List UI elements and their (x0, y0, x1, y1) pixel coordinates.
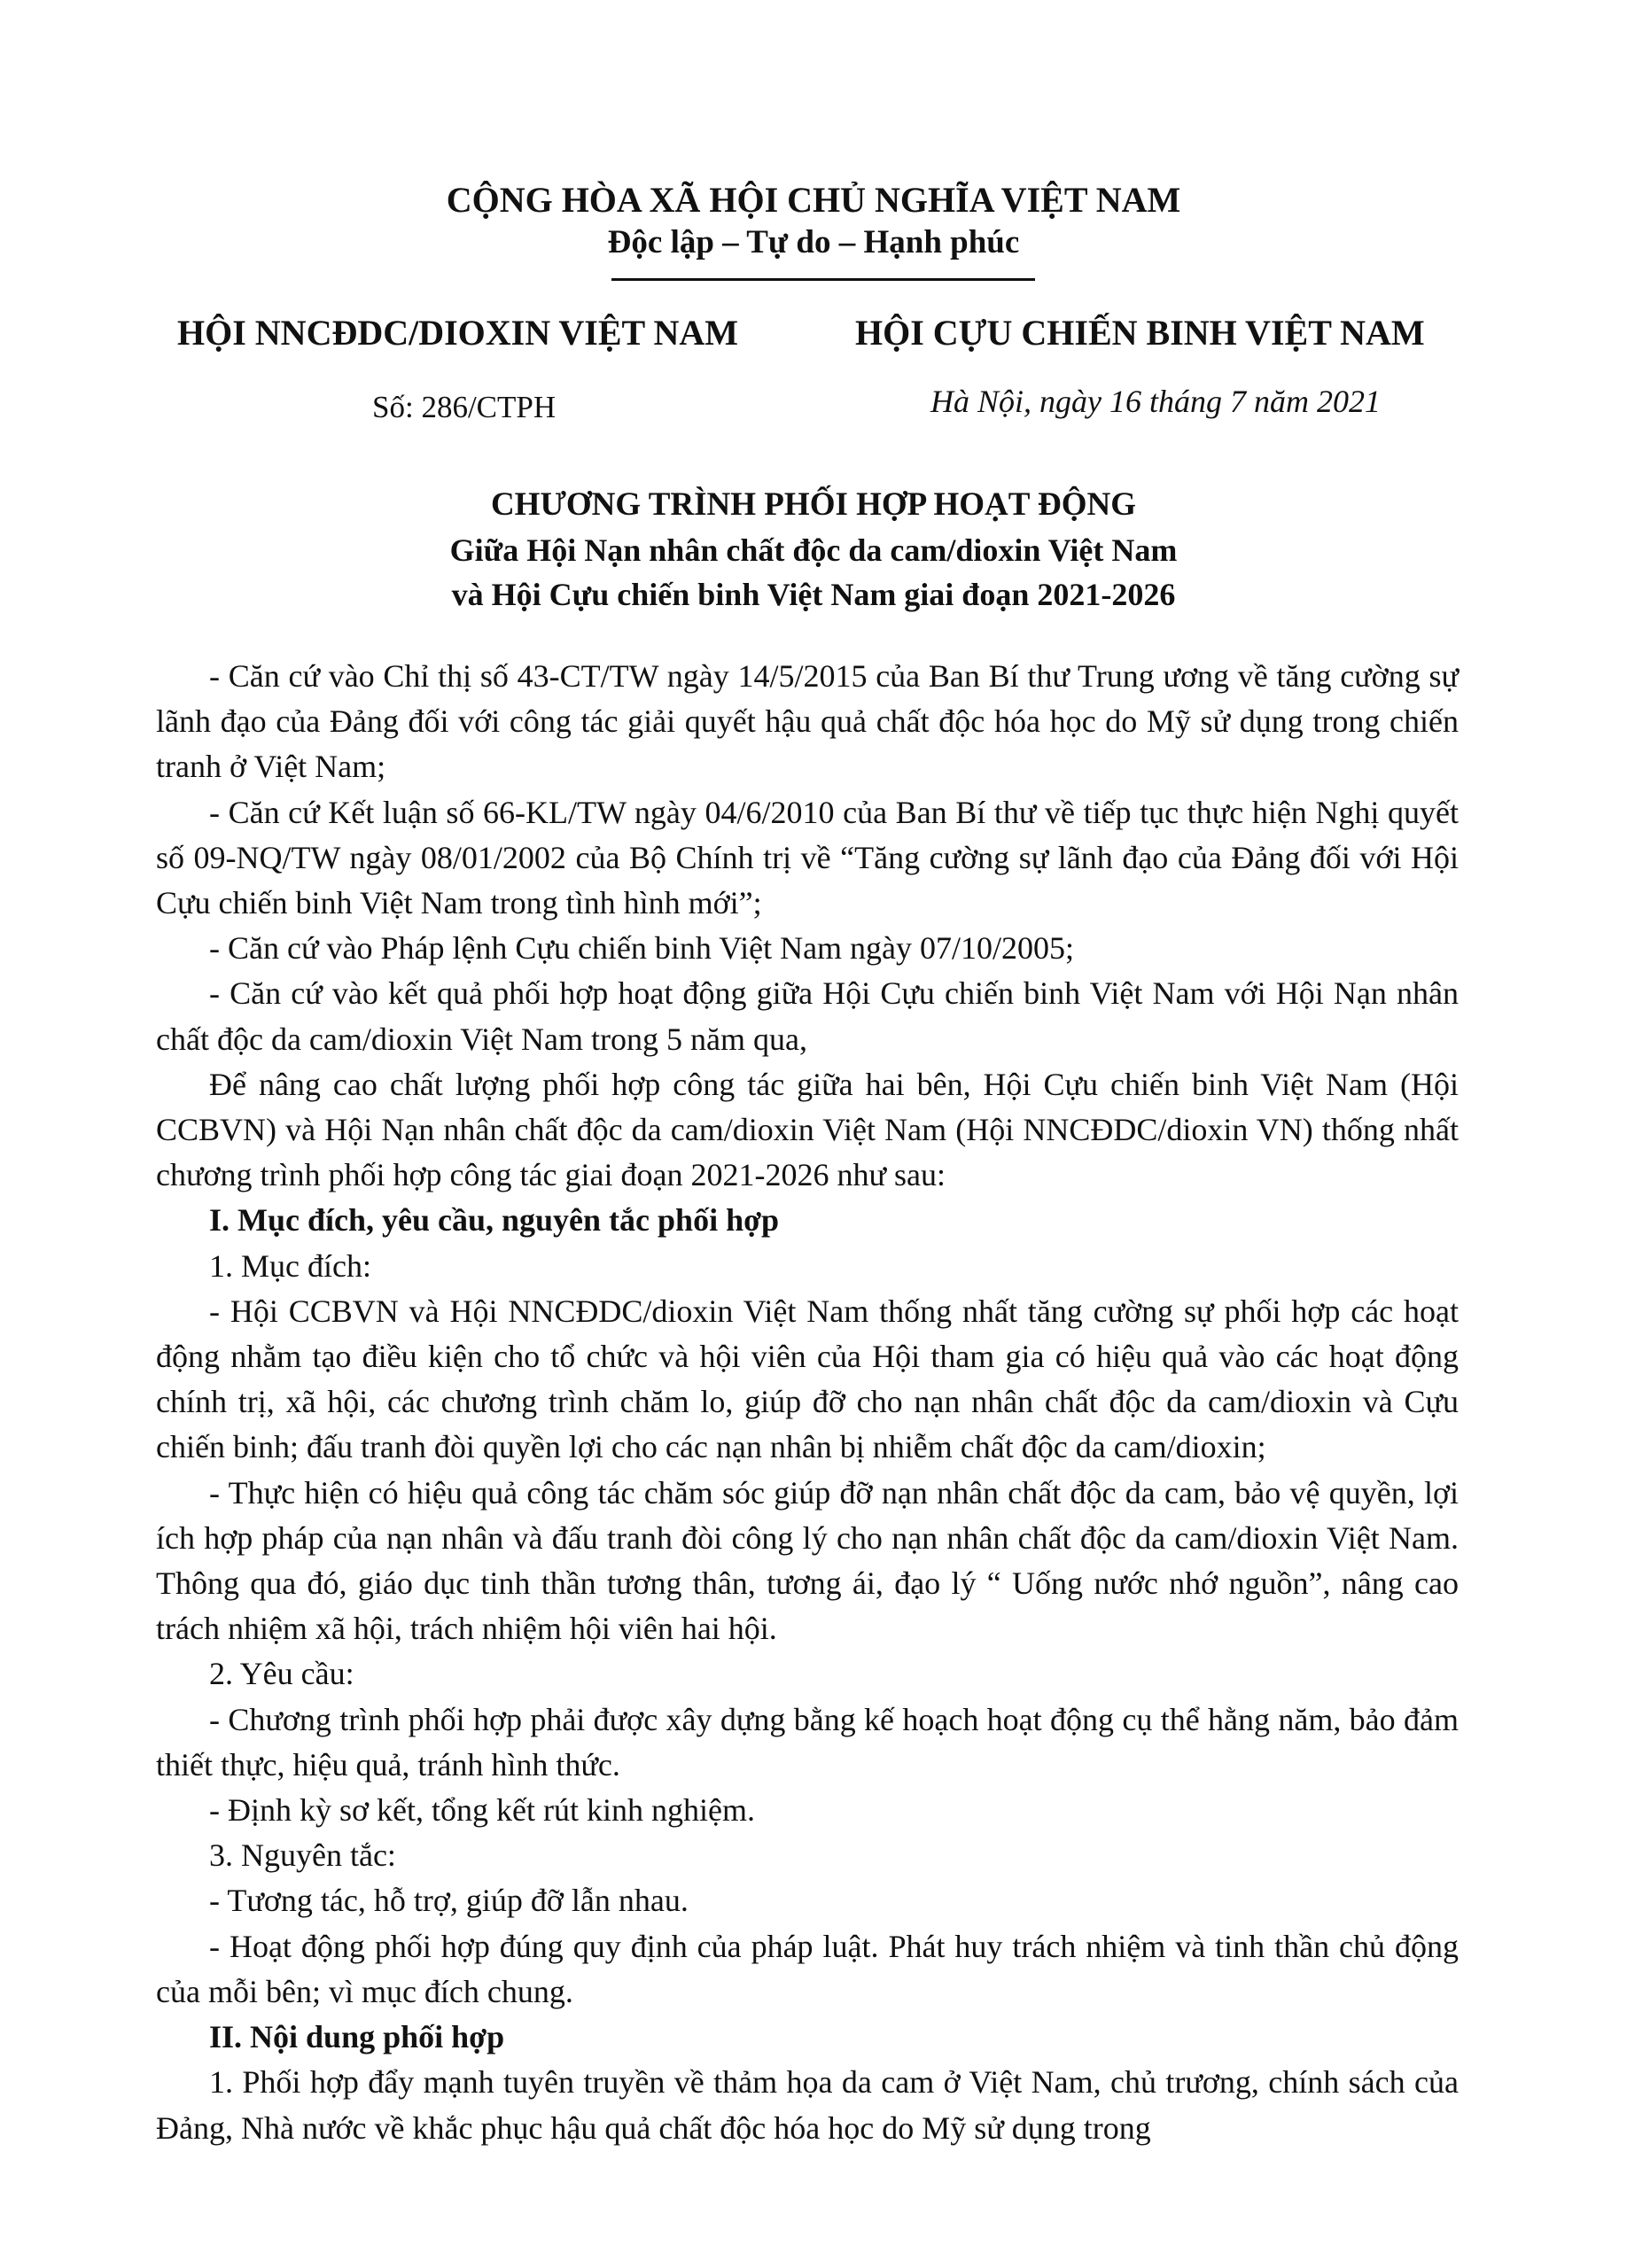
document-body (156, 654, 1459, 2151)
paragraph-purpose-1: - Hội CCBVN và Hội NNCĐDC/dioxin Việt Nam thống nhất tăng cường sự phối hợp các hoạt động nhằm tạo điều kiện cho tổ chức và hội viên của Hội tham gia có hiệu quả vào các hoạt động chính trị, xã hội, các chương trình chăm lo, giúp đỡ cho nạn nhân chất độc da cam/dioxin và Cựu chiến binh; đấu tranh đòi quyền lợi cho các nạn nhân bị nhiễm chất độc da cam/dioxin; (156, 1293, 1459, 1465)
document-subtitle-1: Giữa Hội Nạn nhân chất độc da cam/dioxin Việt Nam (449, 532, 1178, 568)
paragraph-requirement-1: - Chương trình phối hợp phải được xây dựng bằng kế hoạch hoạt động cụ thể hằng năm, bảo đảm thiết thực, hiệu quả, tránh hình thức. (156, 1701, 1459, 1783)
paragraph-basis-conclusion-66: - Căn cứ Kết luận số 66-KL/TW ngày 04/6/2010 của Ban Bí thư về tiếp tục thực hiện Nghị quyết số 09-NQ/TW ngày 08/01/2002 của Bộ Chính trị về “Tăng cường sự lãnh đạo của Đảng đối với Hội Cựu chiến binh Việt Nam trong tình hình mới”; (156, 794, 1459, 921)
paragraph-basis-ordinance: - Căn cứ vào Pháp lệnh Cựu chiến binh Việt Nam ngày 07/10/2005; (209, 930, 1075, 967)
subheading-requirements: 2. Yêu cầu: (209, 1656, 354, 1692)
section-heading-2: II. Nội dung phối hợp (209, 2019, 505, 2055)
paragraph-basis-directive-43: - Căn cứ vào Chỉ thị số 43-CT/TW ngày 14/5/2015 của Ban Bí thư Trung ương về tăng cường sự lãnh đạo của Đảng đối với công tác giải quyết hậu quả chất độc hóa học do Mỹ sử dụng trong chiến tranh ở Việt Nam; (156, 658, 1459, 785)
national-title: CỘNG HÒA XÃ HỘI CHỦ NGHĨA VIỆT NAM (446, 180, 1181, 220)
paragraph-purpose-2: - Thực hiện có hiệu quả công tác chăm sóc giúp đỡ nạn nhân chất độc da cam, bảo vệ quyền, lợi ích hợp pháp của nạn nhân và đấu tranh đòi công lý cho nạn nhân chất độc da cam/dioxin Việt Nam. Thông qua đó, giáo dục tinh thần tương thân, tương ái, đạo lý “ Uống nước nhớ nguồn”, nâng cao trách nhiệm xã hội, trách nhiệm hội viên hai hội. (156, 1474, 1459, 1647)
issuing-org-right: HỘI CỰU CHIẾN BINH VIỆT NAM (855, 313, 1425, 353)
document-title: CHƯƠNG TRÌNH PHỐI HỢP HOẠT ĐỘNG (490, 486, 1137, 523)
paragraph-basis-results: - Căn cứ vào kết quả phối hợp hoạt động giữa Hội Cựu chiến binh Việt Nam với Hội Nạn nhân chất độc da cam/dioxin Việt Nam trong 5 năm qua, (156, 975, 1459, 1057)
paragraph-principle-1: - Tương tác, hỗ trợ, giúp đỡ lẫn nhau. (209, 1883, 689, 1919)
paragraph-agreement: Để nâng cao chất lượng phối hợp công tác giữa hai bên, Hội Cựu chiến binh Việt Nam (Hội CCBVN) và Hội Nạn nhân chất độc da cam/dioxin Việt Nam (Hội NNCĐDC/dioxin VN) thống nhất chương trình phối hợp công tác giai đoạn 2021-2026 như sau: (156, 1066, 1459, 1193)
document-subtitle-2: và Hội Cựu chiến binh Việt Nam giai đoạn 2021-2026 (451, 577, 1176, 612)
motto-underline (611, 278, 1035, 281)
national-motto: Độc lập – Tự do – Hạnh phúc (607, 224, 1020, 260)
document-number: Số: 286/CTPH (372, 390, 557, 424)
subheading-principles: 3. Nguyên tắc: (209, 1837, 396, 1874)
subheading-purpose: 1. Mục đích: (209, 1247, 371, 1284)
issuing-org-left: HỘI NNCĐDC/DIOXIN VIỆT NAM (177, 313, 739, 353)
paragraph-requirement-2: - Định kỳ sơ kết, tổng kết rút kinh nghiệm. (209, 1792, 755, 1829)
section-heading-1: I. Mục đích, yêu cầu, nguyên tắc phối hợp (209, 1202, 780, 1239)
paragraph-principle-2: - Hoạt động phối hợp đúng quy định của pháp luật. Phát huy trách nhiệm và tinh thần chủ động của mỗi bên; vì mục đích chung. (156, 1928, 1459, 2009)
place-date: Hà Nội, ngày 16 tháng 7 năm 2021 (930, 384, 1381, 419)
paragraph-content-1: 1. Phối hợp đẩy mạnh tuyên truyền về thảm họa da cam ở Việt Nam, chủ trương, chính sách của Đảng, Nhà nước về khắc phục hậu quả chất độc hóa học do Mỹ sử dụng trong (156, 2064, 1459, 2146)
